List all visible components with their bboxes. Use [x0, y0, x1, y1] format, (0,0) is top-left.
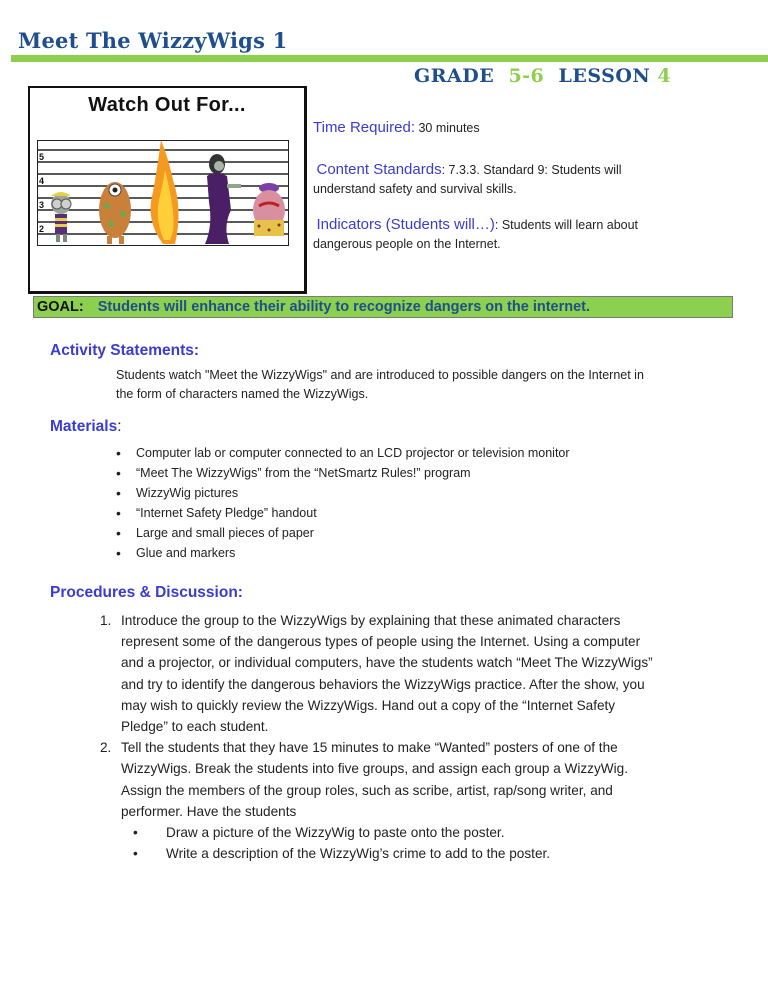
title-rule	[11, 55, 768, 62]
step-text: Introduce the group to the WizzyWigs by explaining that these animated characters represent some of the dangerous types of people using the Internet. Using a computer and a projector, or individual computers, have the students watch “Meet The WizzyWigs” and try to identify the dangerous behaviors the WizzyWigs practice. After the show, you may wish to quickly review the WizzyWigs. Hand out a copy of the “Internet Safety Pledge” to each student.	[121, 613, 653, 735]
step-text: Tell the students that they have 15 minutes to make “Wanted” posters of one of the WizzyWigs. Break the students into five groups, and assign each group a WizzyWig. Assign the members of the group roles, such as scribe, artist, rap/song writer, and performer. Have the students	[121, 740, 628, 819]
sub-list-item: • Write a description of the WizzyWig’s crime to add to the poster.	[133, 843, 660, 864]
goal-text: Students will enhance their ability to recognize dangers on the internet.	[97, 299, 591, 315]
step-number: 1.	[100, 613, 112, 628]
materials-heading	[50, 418, 122, 436]
svg-text:4: 4	[39, 176, 45, 186]
document-title: Meet The WizzyWigs 1	[18, 28, 288, 53]
list-item: • “Internet Safety Pledge” handout	[116, 503, 570, 523]
grade-lesson-line	[414, 65, 671, 87]
lineup-title: Watch Out For...	[88, 94, 246, 116]
activity-heading: Activity Statements:	[50, 342, 200, 359]
step-number: 2.	[100, 740, 112, 756]
time-required-value: 30 minutes	[418, 121, 480, 135]
list-item: • Computer lab or computer connected to an LCD projector or television monitor	[116, 443, 570, 463]
materials-heading-colon: :	[117, 418, 122, 435]
procedures-heading: Procedures & Discussion:	[50, 584, 243, 601]
activity-text: Students watch "Meet the WizzyWigs" and are introduced to possible dangers on the Internet in the form of characters named the WizzyWigs.	[116, 368, 644, 401]
indicators	[313, 215, 658, 254]
sub-list-item: • Draw a picture of the WizzyWig to paste onto the poster.	[133, 822, 660, 843]
materials-list	[116, 443, 570, 563]
time-required	[313, 118, 673, 138]
time-required-label: Time Required:	[313, 119, 415, 136]
lesson-label: LESSON	[558, 65, 651, 87]
goal-banner	[33, 296, 733, 318]
procedure-step	[100, 737, 660, 864]
svg-text:2: 2	[39, 224, 45, 234]
list-item: • Glue and markers	[116, 543, 570, 563]
indicators-label: Indicators (Students will…)	[316, 216, 495, 233]
lineup-illustration	[37, 140, 289, 246]
svg-text:5: 5	[39, 152, 45, 162]
grade-label: GRADE	[414, 65, 495, 87]
indicators-value: : Students will learn about dangerous people on the Internet.	[313, 218, 639, 251]
materials-heading-label: Materials	[50, 418, 118, 435]
list-item: • WizzyWig pictures	[116, 483, 570, 503]
procedures-list	[100, 610, 660, 864]
grade-value: 5-6	[508, 65, 545, 87]
content-standards	[313, 160, 673, 199]
procedure-step	[100, 610, 660, 737]
goal-label: GOAL:	[37, 299, 84, 315]
wizzywigs-lineup-image	[28, 86, 307, 294]
svg-text:3: 3	[39, 200, 45, 210]
list-item: • Large and small pieces of paper	[116, 523, 570, 543]
step-sub-list	[121, 822, 660, 864]
list-item: • “Meet The WizzyWigs” from the “NetSmartz Rules!” program	[116, 463, 570, 483]
content-standards-value: : 7.3.3. Standard 9: Students will understand safety and survival skills.	[313, 163, 622, 196]
lesson-value: 4	[657, 65, 672, 87]
content-standards-label: Content Standards	[316, 161, 442, 178]
